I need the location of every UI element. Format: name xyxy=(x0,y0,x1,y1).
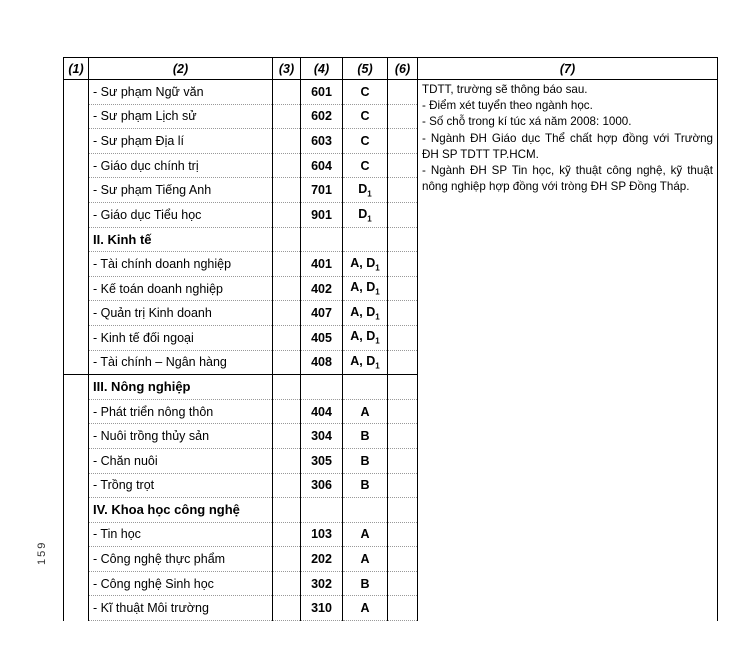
major-name: II. Kinh tế xyxy=(89,227,273,252)
exam-block xyxy=(343,276,388,301)
note-line: - Ngành ĐH Giáo dục Thể chất hợp đồng với Trường ĐH SP TDTT TP.HCM. xyxy=(422,131,713,161)
header-col-2: (2) xyxy=(89,58,273,80)
exam-block-letter: A, D xyxy=(350,304,376,319)
major-name: - Sư phạm Tiếng Anh xyxy=(89,178,273,203)
table-body xyxy=(64,80,718,621)
table-row xyxy=(64,80,718,105)
exam-block-letter: B xyxy=(360,478,370,493)
exam-block-letter: A xyxy=(360,404,370,419)
exam-block-subscript: 1 xyxy=(367,189,372,199)
major-code: 408 xyxy=(301,350,343,375)
major-name: - Sư phạm Địa lí xyxy=(89,129,273,154)
major-code: 604 xyxy=(301,153,343,178)
major-name: - Trồng trọt xyxy=(89,473,273,498)
exam-block xyxy=(343,522,388,547)
col6-cell xyxy=(388,178,418,203)
note-line: - Ngành ĐH SP Tin học, kỹ thuật công nghệ, kỹ thuật nông nghiệp hợp đồng với tròng ĐH SP Đồng Tháp. xyxy=(422,164,713,194)
col3-cell xyxy=(273,325,301,350)
col1-cell xyxy=(64,375,89,621)
col6-cell xyxy=(388,325,418,350)
col6-cell xyxy=(388,153,418,178)
major-code: 305 xyxy=(301,448,343,473)
major-name: - Giáo dục chính trị xyxy=(89,153,273,178)
major-name: - Tin học xyxy=(89,522,273,547)
note-line: - Số chỗ trong kí túc xá năm 2008: 1000. xyxy=(422,115,632,129)
admissions-table xyxy=(63,57,718,621)
col3-cell xyxy=(273,522,301,547)
note-line: TDTT, trường sẽ thông báo sau. xyxy=(422,83,588,96)
major-code: 302 xyxy=(301,571,343,596)
col3-cell xyxy=(273,202,301,227)
major-name: - Kĩ thuật Môi trường xyxy=(89,596,273,621)
col6-cell xyxy=(388,399,418,424)
exam-block-subscript: 1 xyxy=(375,361,380,371)
col3-cell xyxy=(273,178,301,203)
col3-cell xyxy=(273,350,301,375)
major-name: - Tài chính doanh nghiệp xyxy=(89,252,273,277)
col6-cell xyxy=(388,227,418,252)
col3-cell xyxy=(273,301,301,326)
major-name: - Tài chính – Ngân hàng xyxy=(89,350,273,375)
exam-block-letter: D xyxy=(358,181,368,196)
col6-cell xyxy=(388,596,418,621)
exam-block xyxy=(343,399,388,424)
exam-block xyxy=(343,301,388,326)
exam-block-letter: A, D xyxy=(350,255,376,270)
major-name: - Công nghệ thực phẩm xyxy=(89,547,273,572)
col3-cell xyxy=(273,227,301,252)
header-col-6: (6) xyxy=(388,58,418,80)
major-name: - Quản trị Kinh doanh xyxy=(89,301,273,326)
col3-cell xyxy=(273,129,301,154)
col6-cell xyxy=(388,571,418,596)
exam-block-letter: A, D xyxy=(350,329,376,344)
exam-block-subscript: 1 xyxy=(375,263,380,273)
major-code: 601 xyxy=(301,80,343,105)
col3-cell xyxy=(273,596,301,621)
major-name: - Nuôi trồng thủy sản xyxy=(89,424,273,449)
exam-block-letter: C xyxy=(360,158,370,173)
exam-block-letter: A xyxy=(360,601,370,616)
major-code: 402 xyxy=(301,276,343,301)
header-col-3: (3) xyxy=(273,58,301,80)
col6-cell xyxy=(388,80,418,105)
major-name: - Công nghệ Sinh học xyxy=(89,571,273,596)
exam-block xyxy=(343,424,388,449)
exam-block xyxy=(343,571,388,596)
col6-cell xyxy=(388,473,418,498)
major-name: - Sư phạm Lịch sử xyxy=(89,104,273,129)
exam-block xyxy=(343,252,388,277)
major-code: 405 xyxy=(301,325,343,350)
col3-cell xyxy=(273,498,301,523)
col3-cell xyxy=(273,104,301,129)
major-name: - Sư phạm Ngữ văn xyxy=(89,80,273,105)
exam-block xyxy=(343,80,388,105)
exam-block xyxy=(343,129,388,154)
exam-block xyxy=(343,547,388,572)
major-code: 306 xyxy=(301,473,343,498)
exam-block-letter: C xyxy=(360,133,370,148)
major-code: 901 xyxy=(301,202,343,227)
exam-block-letter: B xyxy=(360,576,370,591)
exam-block-letter: C xyxy=(360,84,370,99)
major-name: - Phát triển nông thôn xyxy=(89,399,273,424)
major-name: III. Nông nghiệp xyxy=(89,375,273,400)
col1-cell xyxy=(64,80,89,375)
col3-cell xyxy=(273,547,301,572)
exam-block xyxy=(343,498,388,523)
exam-block xyxy=(343,153,388,178)
header-col-7: (7) xyxy=(418,58,718,80)
exam-block-letter: A, D xyxy=(350,354,376,369)
header-col-1: (1) xyxy=(64,58,89,80)
col3-cell xyxy=(273,80,301,105)
col3-cell xyxy=(273,424,301,449)
exam-block xyxy=(343,227,388,252)
major-code: 304 xyxy=(301,424,343,449)
exam-block xyxy=(343,325,388,350)
major-code: 401 xyxy=(301,252,343,277)
col3-cell xyxy=(273,276,301,301)
major-code: 603 xyxy=(301,129,343,154)
col6-cell xyxy=(388,424,418,449)
exam-block-subscript: 1 xyxy=(375,336,380,346)
col6-cell xyxy=(388,350,418,375)
major-code: 602 xyxy=(301,104,343,129)
exam-block xyxy=(343,350,388,375)
major-code: 103 xyxy=(301,522,343,547)
major-name: - Chăn nuôi xyxy=(89,448,273,473)
notes-cell xyxy=(418,80,718,621)
exam-block xyxy=(343,596,388,621)
major-code xyxy=(301,375,343,400)
col6-cell xyxy=(388,547,418,572)
note-line: - Điểm xét tuyển theo ngành học. xyxy=(422,99,593,113)
exam-block-letter: A, D xyxy=(350,280,376,295)
col6-cell xyxy=(388,375,418,400)
col6-cell xyxy=(388,276,418,301)
exam-block xyxy=(343,202,388,227)
major-code: 202 xyxy=(301,547,343,572)
col3-cell xyxy=(273,473,301,498)
major-name: - Kế toán doanh nghiệp xyxy=(89,276,273,301)
col3-cell xyxy=(273,375,301,400)
col3-cell xyxy=(273,448,301,473)
col6-cell xyxy=(388,129,418,154)
exam-block-letter: B xyxy=(360,429,370,444)
col6-cell xyxy=(388,104,418,129)
major-code xyxy=(301,227,343,252)
col6-cell xyxy=(388,522,418,547)
col6-cell xyxy=(388,202,418,227)
exam-block-letter: A xyxy=(360,552,370,567)
exam-block-letter: C xyxy=(360,109,370,124)
major-code: 701 xyxy=(301,178,343,203)
exam-block-letter: B xyxy=(360,453,370,468)
major-name: IV. Khoa học công nghệ xyxy=(89,498,273,523)
header-col-4: (4) xyxy=(301,58,343,80)
header-row xyxy=(64,58,718,80)
major-code: 407 xyxy=(301,301,343,326)
header-col-5: (5) xyxy=(343,58,388,80)
exam-block-letter: A xyxy=(360,527,370,542)
exam-block-letter: D xyxy=(358,206,368,221)
major-code: 310 xyxy=(301,596,343,621)
col6-cell xyxy=(388,301,418,326)
major-code xyxy=(301,498,343,523)
exam-block xyxy=(343,375,388,400)
exam-block xyxy=(343,473,388,498)
major-name: - Giáo dục Tiểu học xyxy=(89,202,273,227)
exam-block xyxy=(343,178,388,203)
major-code: 404 xyxy=(301,399,343,424)
exam-block xyxy=(343,104,388,129)
exam-block-subscript: 1 xyxy=(375,287,380,297)
col6-cell xyxy=(388,448,418,473)
exam-block xyxy=(343,448,388,473)
col3-cell xyxy=(273,399,301,424)
exam-block-subscript: 1 xyxy=(367,214,372,224)
col6-cell xyxy=(388,498,418,523)
page-number: 159 xyxy=(36,540,48,565)
col3-cell xyxy=(273,252,301,277)
major-name: - Kinh tế đối ngoại xyxy=(89,325,273,350)
col3-cell xyxy=(273,153,301,178)
col3-cell xyxy=(273,571,301,596)
exam-block-subscript: 1 xyxy=(375,312,380,322)
col6-cell xyxy=(388,252,418,277)
